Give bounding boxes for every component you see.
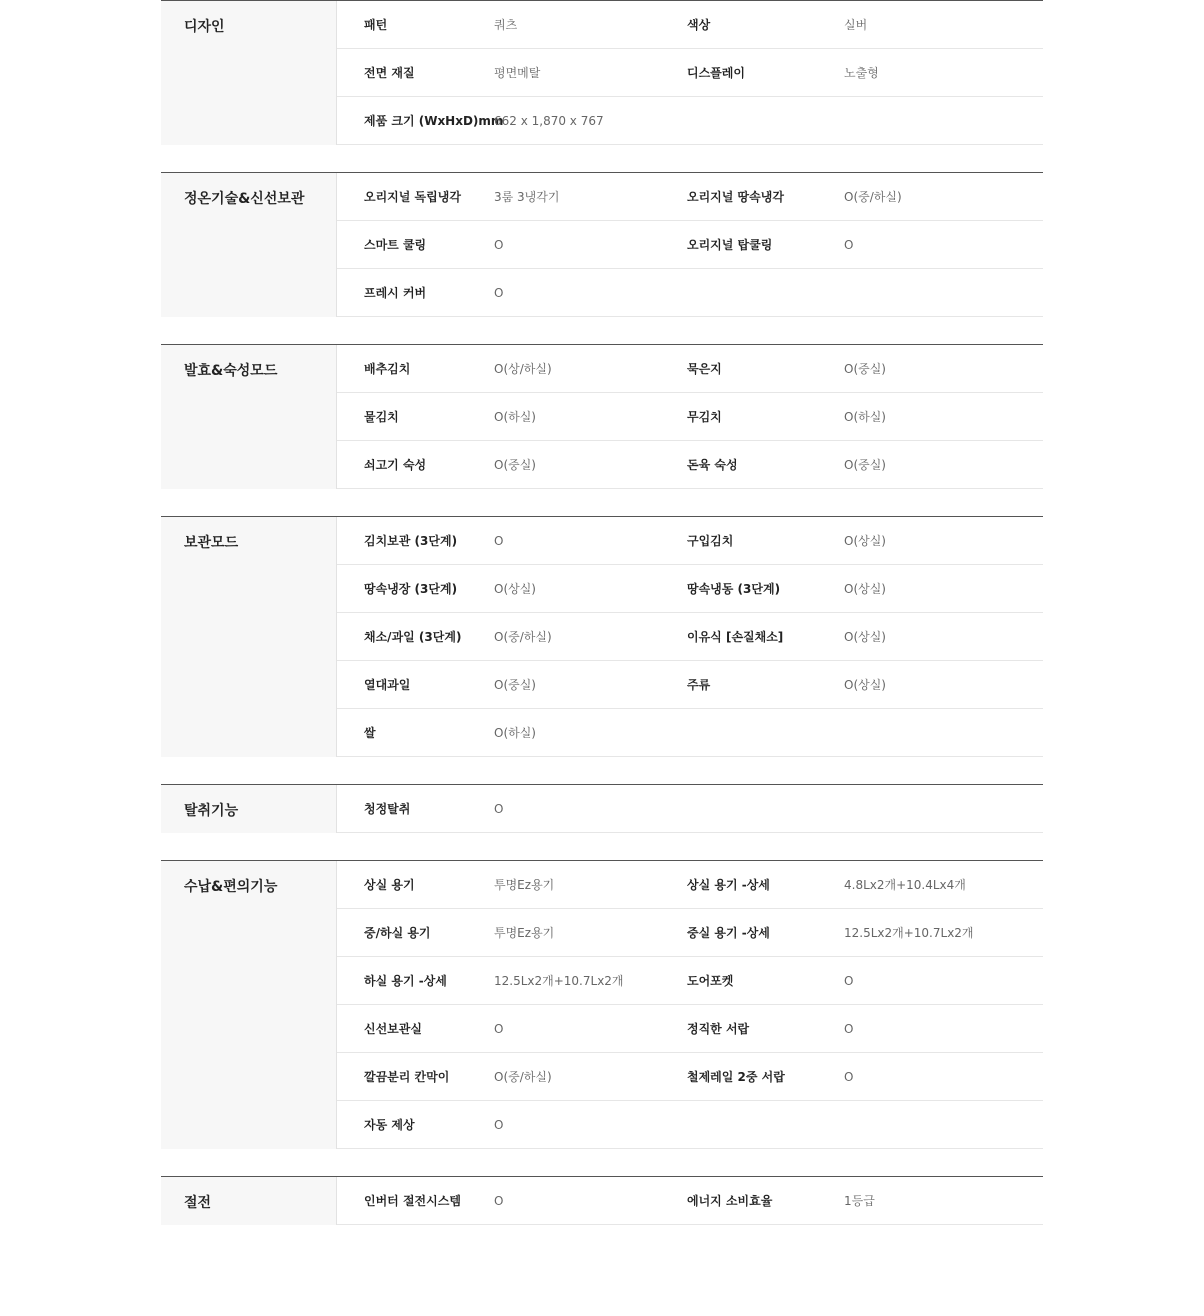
spec-value: 노출형 bbox=[844, 66, 879, 80]
spec-value: 3룸 3냉각기 bbox=[494, 190, 560, 204]
spec-label: 묵은지 bbox=[687, 362, 722, 376]
section-title: 정온기술&신선보관 bbox=[161, 173, 337, 317]
spec-value: O(상/하실) bbox=[494, 362, 552, 376]
spec-value: 4.8Lx2개+10.4Lx4개 bbox=[844, 878, 966, 892]
spec-label: 색상 bbox=[687, 18, 711, 32]
spec-value: O bbox=[494, 1193, 504, 1208]
spec-value: O bbox=[494, 1021, 504, 1036]
spec-value: O(상실) bbox=[494, 582, 536, 596]
spec-label: 디스플레이 bbox=[687, 66, 745, 80]
spec-label: 땅속냉동 (3단계) bbox=[687, 582, 781, 596]
spec-value: O(하실) bbox=[494, 726, 536, 740]
spec-label: 신선보관실 bbox=[364, 1022, 422, 1036]
spec-label: 중실 용기 -상세 bbox=[687, 926, 770, 940]
spec-row bbox=[337, 1177, 1043, 1225]
spec-label: 철제레일 2중 서랍 bbox=[687, 1070, 785, 1084]
spec-label: 인버터 절전시스템 bbox=[364, 1194, 461, 1208]
spec-value: O(중/하실) bbox=[494, 630, 552, 644]
spec-section bbox=[161, 516, 1043, 757]
spec-value: O bbox=[844, 1021, 854, 1036]
spec-section bbox=[161, 860, 1043, 1149]
spec-row bbox=[337, 565, 1043, 613]
spec-value: 12.5Lx2개+10.7Lx2개 bbox=[494, 974, 624, 988]
spec-value: 투명Ez용기 bbox=[494, 878, 555, 892]
spec-value: O(상실) bbox=[844, 534, 886, 548]
spec-row bbox=[337, 345, 1043, 393]
spec-row bbox=[337, 441, 1043, 489]
spec-value: O(중실) bbox=[844, 362, 886, 376]
spec-value: O(상실) bbox=[844, 582, 886, 596]
spec-label: 패턴 bbox=[364, 18, 388, 32]
spec-section bbox=[161, 344, 1043, 489]
spec-label: 도어포켓 bbox=[687, 974, 734, 988]
spec-row bbox=[337, 221, 1043, 269]
spec-value: 실버 bbox=[844, 18, 868, 32]
spec-value: O bbox=[494, 237, 504, 252]
spec-row bbox=[337, 97, 1043, 145]
spec-value: 투명Ez용기 bbox=[494, 926, 555, 940]
spec-section bbox=[161, 172, 1043, 317]
spec-label: 중/하실 용기 bbox=[364, 926, 431, 940]
section-title: 수납&편의기능 bbox=[161, 861, 337, 1149]
spec-row bbox=[337, 1, 1043, 49]
spec-label: 전면 재질 bbox=[364, 66, 415, 80]
spec-value: O bbox=[844, 1069, 854, 1084]
spec-value: O bbox=[494, 1117, 504, 1132]
spec-value: O bbox=[494, 285, 504, 300]
spec-label: 무김치 bbox=[687, 410, 722, 424]
spec-label: 땅속냉장 (3단계) bbox=[364, 582, 458, 596]
spec-label: 스마트 쿨링 bbox=[364, 238, 427, 252]
spec-label: 깔끔분리 칸막이 bbox=[364, 1070, 450, 1084]
spec-row bbox=[337, 269, 1043, 317]
spec-row bbox=[337, 1101, 1043, 1149]
spec-row bbox=[337, 957, 1043, 1005]
spec-value: O(중실) bbox=[494, 678, 536, 692]
spec-table bbox=[161, 0, 1043, 1252]
spec-label: 정직한 서랍 bbox=[687, 1022, 750, 1036]
spec-label: 오리지널 독립냉각 bbox=[364, 190, 461, 204]
section-rows bbox=[337, 785, 1043, 833]
spec-value: O(하실) bbox=[494, 410, 536, 424]
spec-label: 채소/과일 (3단계) bbox=[364, 630, 462, 644]
spec-label: 상실 용기 bbox=[364, 878, 415, 892]
spec-section bbox=[161, 1176, 1043, 1225]
spec-row bbox=[337, 517, 1043, 565]
spec-label: 열대과일 bbox=[364, 678, 411, 692]
section-title: 탈취기능 bbox=[161, 785, 337, 833]
spec-value: O bbox=[494, 801, 504, 816]
spec-value: O bbox=[494, 533, 504, 548]
section-rows bbox=[337, 1177, 1043, 1225]
section-rows bbox=[337, 345, 1043, 489]
spec-label: 구입김치 bbox=[687, 534, 734, 548]
spec-label: 돈육 숙성 bbox=[687, 458, 738, 472]
spec-row bbox=[337, 861, 1043, 909]
spec-row bbox=[337, 709, 1043, 757]
spec-value: 1등급 bbox=[844, 1194, 875, 1208]
spec-value: O bbox=[844, 973, 854, 988]
spec-value: O(하실) bbox=[844, 410, 886, 424]
spec-value: 평면메탈 bbox=[494, 66, 541, 80]
spec-label: 자동 제상 bbox=[364, 1118, 415, 1132]
spec-value: O bbox=[844, 237, 854, 252]
spec-label: 오리지널 땅속냉각 bbox=[687, 190, 784, 204]
spec-row bbox=[337, 909, 1043, 957]
spec-label: 오리지널 탑쿨링 bbox=[687, 238, 773, 252]
spec-row bbox=[337, 1005, 1043, 1053]
spec-label: 이유식 [손질채소] bbox=[687, 630, 784, 644]
spec-label: 상실 용기 -상세 bbox=[687, 878, 770, 892]
spec-value: O(중/하실) bbox=[494, 1070, 552, 1084]
section-title: 보관모드 bbox=[161, 517, 337, 757]
section-rows bbox=[337, 173, 1043, 317]
spec-section bbox=[161, 784, 1043, 833]
spec-row bbox=[337, 785, 1043, 833]
spec-label: 하실 용기 -상세 bbox=[364, 974, 447, 988]
section-title: 디자인 bbox=[161, 1, 337, 145]
spec-label: 주류 bbox=[687, 678, 711, 692]
spec-label: 물김치 bbox=[364, 410, 399, 424]
spec-label: 청정탈취 bbox=[364, 802, 411, 816]
spec-row bbox=[337, 393, 1043, 441]
section-rows bbox=[337, 517, 1043, 757]
section-rows bbox=[337, 1, 1043, 145]
spec-value: 662 x 1,870 x 767 bbox=[494, 113, 604, 128]
spec-label: 제품 크기 (WxHxD)mm bbox=[364, 114, 504, 128]
spec-row bbox=[337, 1053, 1043, 1101]
spec-label: 에너지 소비효율 bbox=[687, 1194, 773, 1208]
section-rows bbox=[337, 861, 1043, 1149]
section-title: 절전 bbox=[161, 1177, 337, 1225]
spec-value: 12.5Lx2개+10.7Lx2개 bbox=[844, 926, 974, 940]
spec-value: O(상실) bbox=[844, 630, 886, 644]
spec-row bbox=[337, 661, 1043, 709]
spec-value: O(중실) bbox=[494, 458, 536, 472]
spec-value: 쿼츠 bbox=[494, 18, 518, 32]
spec-label: 쌀 bbox=[364, 726, 376, 740]
spec-value: O(중/하실) bbox=[844, 190, 902, 204]
spec-label: 프레시 커버 bbox=[364, 286, 427, 300]
section-title: 발효&숙성모드 bbox=[161, 345, 337, 489]
spec-row bbox=[337, 173, 1043, 221]
spec-label: 쇠고기 숙성 bbox=[364, 458, 427, 472]
spec-row bbox=[337, 49, 1043, 97]
spec-label: 김치보관 (3단계) bbox=[364, 534, 458, 548]
spec-label: 배추김치 bbox=[364, 362, 411, 376]
spec-section bbox=[161, 0, 1043, 145]
spec-row bbox=[337, 613, 1043, 661]
spec-value: O(중실) bbox=[844, 458, 886, 472]
spec-value: O(상실) bbox=[844, 678, 886, 692]
